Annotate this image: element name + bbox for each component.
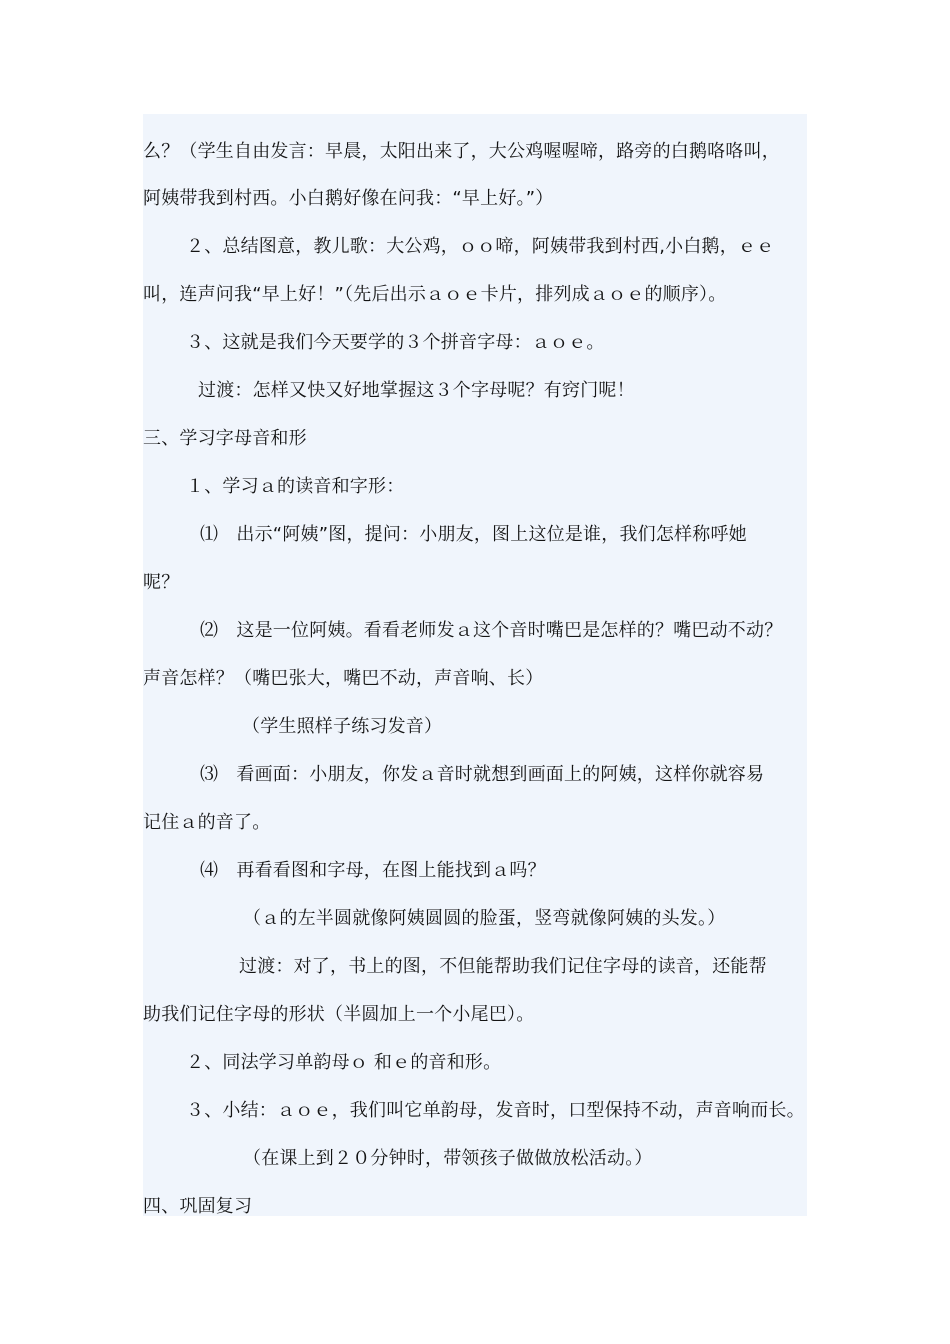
- text-line: （在课上到２０分钟时，带领孩子做做放松活动。）: [243, 1148, 653, 1169]
- text-line: 声音怎样？（嘴巴张大，嘴巴不动，声音响、长）: [143, 668, 544, 689]
- text-line: ⑴ 出示“阿姨”图，提问：小朋友，图上这位是谁，我们怎样称呼她: [200, 524, 747, 545]
- text-line: ３、这就是我们今天要学的３个拼音字母：ａｏｅ。: [186, 332, 605, 353]
- section-heading: 四、巩固复习: [143, 1196, 253, 1217]
- text-line: （ａ的左半圆就像阿姨圆圆的脸蛋，竖弯就像阿姨的头发。）: [243, 908, 726, 929]
- text-line: 呢？: [143, 572, 180, 593]
- text-line: ２、总结图意，教儿歌：大公鸡，ｏｏ啼，阿姨带我到村西,小白鹅，ｅｅ: [186, 236, 775, 257]
- text-line: 助我们记住字母的形状（半圆加上一个小尾巴）。: [143, 1004, 535, 1025]
- text-line: ⑶ 看画面：小朋友，你发ａ音时就想到画面上的阿姨，这样你就容易: [200, 764, 765, 785]
- text-line: ⑵ 这是一位阿姨。看看老师发ａ这个音时嘴巴是怎样的？嘴巴动不动？: [200, 620, 783, 641]
- text-line: ３、小结：ａｏｅ，我们叫它单韵母，发音时，口型保持不动，声音响而长。: [186, 1100, 805, 1121]
- text-line: 叫，连声问我“早上好！”（先后出示ａｏｅ卡片，排列成ａｏｅ的顺序）。: [143, 284, 727, 305]
- text-line: ⑷ 再看看图和字母，在图上能找到ａ吗？: [200, 860, 546, 881]
- section-heading: 三、学习字母音和形: [143, 428, 307, 449]
- text-line: 阿姨带我到村西。小白鹅好像在问我：“早上好。”）: [143, 188, 554, 209]
- text-line: （学生照样子练习发音）: [242, 716, 443, 737]
- text-line: ２、同法学习单韵母ｏ 和ｅ的音和形。: [186, 1052, 502, 1073]
- text-line: 过渡：对了，书上的图，不但能帮助我们记住字母的读音，还能帮: [239, 956, 767, 977]
- text-line: １、学习ａ的读音和字形：: [186, 476, 405, 497]
- text-line: 么？（学生自由发言：早晨，太阳出来了，大公鸡喔喔啼，路旁的白鹅咯咯叫，: [143, 141, 780, 162]
- text-line: 记住ａ的音了。: [143, 812, 271, 833]
- text-line: 过渡：怎样又快又好地掌握这３个字母呢？有窍门呢！: [198, 380, 635, 401]
